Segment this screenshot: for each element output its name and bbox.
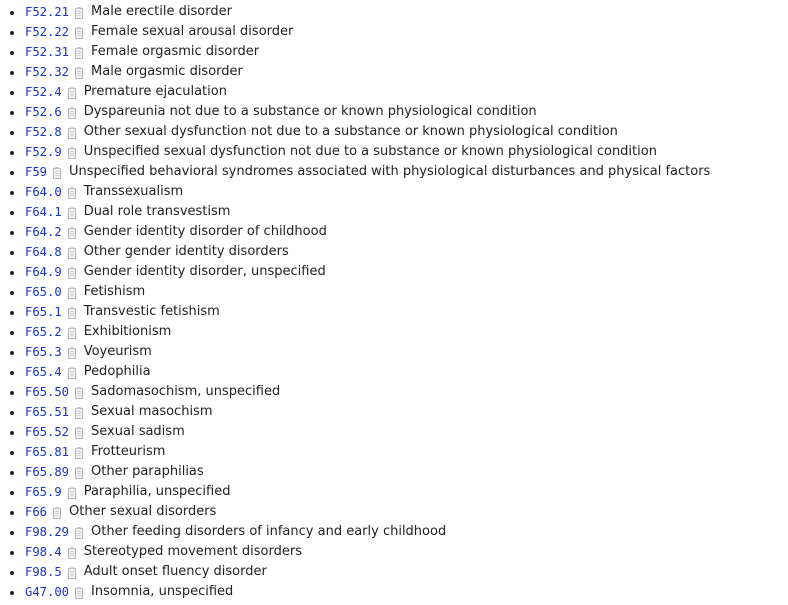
code-description: Other sexual disorders [69, 504, 217, 519]
code-description: Other sexual dysfunction not due to a substance or known physiological condition [83, 124, 618, 139]
code-description: Gender identity disorder of childhood [83, 224, 327, 239]
bullet [10, 191, 14, 195]
code-link[interactable]: F65.81 [25, 445, 70, 459]
code-description: Paraphilia, unspecified [83, 484, 231, 499]
bullet [10, 251, 14, 255]
code-link[interactable]: F65.2 [25, 325, 62, 339]
bullet [10, 431, 14, 435]
code-link[interactable]: F65.51 [25, 405, 70, 419]
clipboard-icon[interactable] [68, 248, 76, 259]
list-item [0, 282, 788, 302]
code-description: Dyspareunia not due to a substance or known physiological condition [83, 104, 537, 119]
clipboard-icon[interactable] [68, 88, 76, 99]
list-item [0, 382, 788, 402]
clipboard-icon[interactable] [75, 48, 83, 59]
bullet [10, 491, 14, 495]
bullet [10, 11, 14, 15]
bullet [10, 391, 14, 395]
list-item [0, 442, 788, 462]
bullet [10, 551, 14, 555]
list-item [0, 362, 788, 382]
code-description: Adult onset fluency disorder [83, 564, 267, 579]
clipboard-icon[interactable] [68, 348, 76, 359]
code-description: Other feeding disorders of infancy and early childhood [91, 524, 447, 539]
code-link[interactable]: F52.22 [25, 25, 70, 39]
code-link[interactable]: F65.3 [25, 345, 62, 359]
clipboard-icon[interactable] [75, 428, 83, 439]
list-item [0, 502, 788, 522]
code-link[interactable]: F66 [25, 505, 48, 519]
code-link[interactable]: F64.8 [25, 245, 62, 259]
list-item [0, 142, 788, 162]
clipboard-icon[interactable] [68, 328, 76, 339]
clipboard-icon[interactable] [68, 208, 76, 219]
bullet [10, 91, 14, 95]
list-item [0, 562, 788, 582]
bullet [10, 31, 14, 35]
code-description: Transvestic fetishism [83, 304, 220, 319]
code-description: Male orgasmic disorder [91, 64, 243, 79]
clipboard-icon[interactable] [68, 188, 76, 199]
code-description: Fetishism [83, 284, 146, 299]
list-item [0, 262, 788, 282]
code-link[interactable]: F52.4 [25, 85, 62, 99]
code-description: Other paraphilias [91, 464, 204, 479]
code-description: Unspecified sexual dysfunction not due to a substance or known physiological condition [83, 144, 657, 159]
clipboard-icon[interactable] [53, 168, 61, 179]
clipboard-icon[interactable] [68, 128, 76, 139]
bullet [10, 331, 14, 335]
code-description: Female orgasmic disorder [91, 44, 260, 59]
code-link[interactable]: F98.5 [25, 565, 62, 579]
bullet [10, 411, 14, 415]
code-description: Female sexual arousal disorder [91, 24, 294, 39]
bullet [10, 151, 14, 155]
bullet [10, 571, 14, 575]
list-item [0, 522, 788, 542]
list-item [0, 162, 788, 182]
list-item [0, 302, 788, 322]
bullet [10, 371, 14, 375]
code-link[interactable]: F64.9 [25, 265, 62, 279]
clipboard-icon[interactable] [75, 8, 83, 19]
code-link[interactable]: F98.29 [25, 525, 70, 539]
bullet [10, 51, 14, 55]
list-item [0, 402, 788, 422]
code-link[interactable]: F59 [25, 165, 48, 179]
list-item [0, 122, 788, 142]
code-description: Male erectile disorder [91, 4, 232, 19]
clipboard-icon[interactable] [75, 448, 83, 459]
list-item [0, 462, 788, 482]
list-item [0, 82, 788, 102]
clipboard-icon[interactable] [68, 488, 76, 499]
code-description: Dual role transvestism [83, 204, 231, 219]
bullet [10, 211, 14, 215]
bullet [10, 231, 14, 235]
bullet [10, 71, 14, 75]
clipboard-icon[interactable] [75, 408, 83, 419]
list-item [0, 422, 788, 442]
code-list [0, 2, 788, 602]
bullet [10, 111, 14, 115]
code-description: Pedophilia [83, 364, 151, 379]
code-link[interactable]: F98.4 [25, 545, 62, 559]
bullet [10, 531, 14, 535]
code-link[interactable]: F52.31 [25, 45, 70, 59]
clipboard-icon[interactable] [68, 308, 76, 319]
bullet [10, 351, 14, 355]
list-item [0, 482, 788, 502]
code-link[interactable]: F52.9 [25, 145, 62, 159]
code-description: Premature ejaculation [83, 84, 227, 99]
list-item [0, 322, 788, 342]
bullet [10, 291, 14, 295]
bullet [10, 451, 14, 455]
clipboard-icon[interactable] [68, 148, 76, 159]
list-item [0, 222, 788, 242]
clipboard-icon[interactable] [68, 108, 76, 119]
bullet [10, 591, 14, 595]
code-description: Sadomasochism, unspecified [91, 384, 281, 399]
list-item [0, 582, 788, 602]
code-link[interactable]: F65.52 [25, 425, 70, 439]
list-item [0, 542, 788, 562]
code-description: Voyeurism [83, 344, 152, 359]
list-item [0, 62, 788, 82]
clipboard-icon[interactable] [53, 508, 61, 519]
code-link[interactable]: F65.1 [25, 305, 62, 319]
code-description: Sexual masochism [91, 404, 213, 419]
code-description: Gender identity disorder, unspecified [83, 264, 326, 279]
code-link[interactable]: F65.4 [25, 365, 62, 379]
code-description: Sexual sadism [91, 424, 185, 439]
bullet [10, 271, 14, 275]
code-link[interactable]: F64.0 [25, 185, 62, 199]
clipboard-icon[interactable] [75, 588, 83, 599]
bullet [10, 171, 14, 175]
list-item [0, 182, 788, 202]
code-description: Transsexualism [83, 184, 184, 199]
code-link[interactable]: F52.32 [25, 65, 70, 79]
code-link[interactable]: F65.89 [25, 465, 70, 479]
code-link[interactable]: F65.0 [25, 285, 62, 299]
code-link[interactable]: F65.9 [25, 485, 62, 499]
clipboard-icon[interactable] [68, 288, 76, 299]
bullet [10, 311, 14, 315]
code-link[interactable]: F52.8 [25, 125, 62, 139]
code-link[interactable]: F52.6 [25, 105, 62, 119]
code-link[interactable]: G47.00 [25, 585, 70, 599]
code-description: Other gender identity disorders [83, 244, 289, 259]
clipboard-icon[interactable] [75, 528, 83, 539]
code-description: Stereotyped movement disorders [83, 544, 302, 559]
clipboard-icon[interactable] [75, 68, 83, 79]
code-description: Insomnia, unspecified [91, 584, 234, 599]
bullet [10, 511, 14, 515]
list-item [0, 2, 788, 22]
code-link[interactable]: F65.50 [25, 385, 70, 399]
code-link[interactable]: F64.1 [25, 205, 62, 219]
code-link[interactable]: F64.2 [25, 225, 62, 239]
clipboard-icon[interactable] [68, 268, 76, 279]
list-item [0, 42, 788, 62]
bullet [10, 131, 14, 135]
list-item [0, 202, 788, 222]
clipboard-icon[interactable] [68, 368, 76, 379]
code-description: Frotteurism [91, 444, 166, 459]
code-description: Unspecified behavioral syndromes associated with physiological disturbances and physical factors [69, 164, 711, 179]
clipboard-icon[interactable] [75, 388, 83, 399]
clipboard-icon[interactable] [75, 468, 83, 479]
code-description: Exhibitionism [83, 324, 172, 339]
bullet [10, 471, 14, 475]
list-item [0, 102, 788, 122]
list-item [0, 342, 788, 362]
clipboard-icon[interactable] [68, 548, 76, 559]
code-link[interactable]: F52.21 [25, 5, 70, 19]
clipboard-icon[interactable] [68, 228, 76, 239]
clipboard-icon[interactable] [75, 28, 83, 39]
clipboard-icon[interactable] [68, 568, 76, 579]
list-item [0, 22, 788, 42]
list-item [0, 242, 788, 262]
